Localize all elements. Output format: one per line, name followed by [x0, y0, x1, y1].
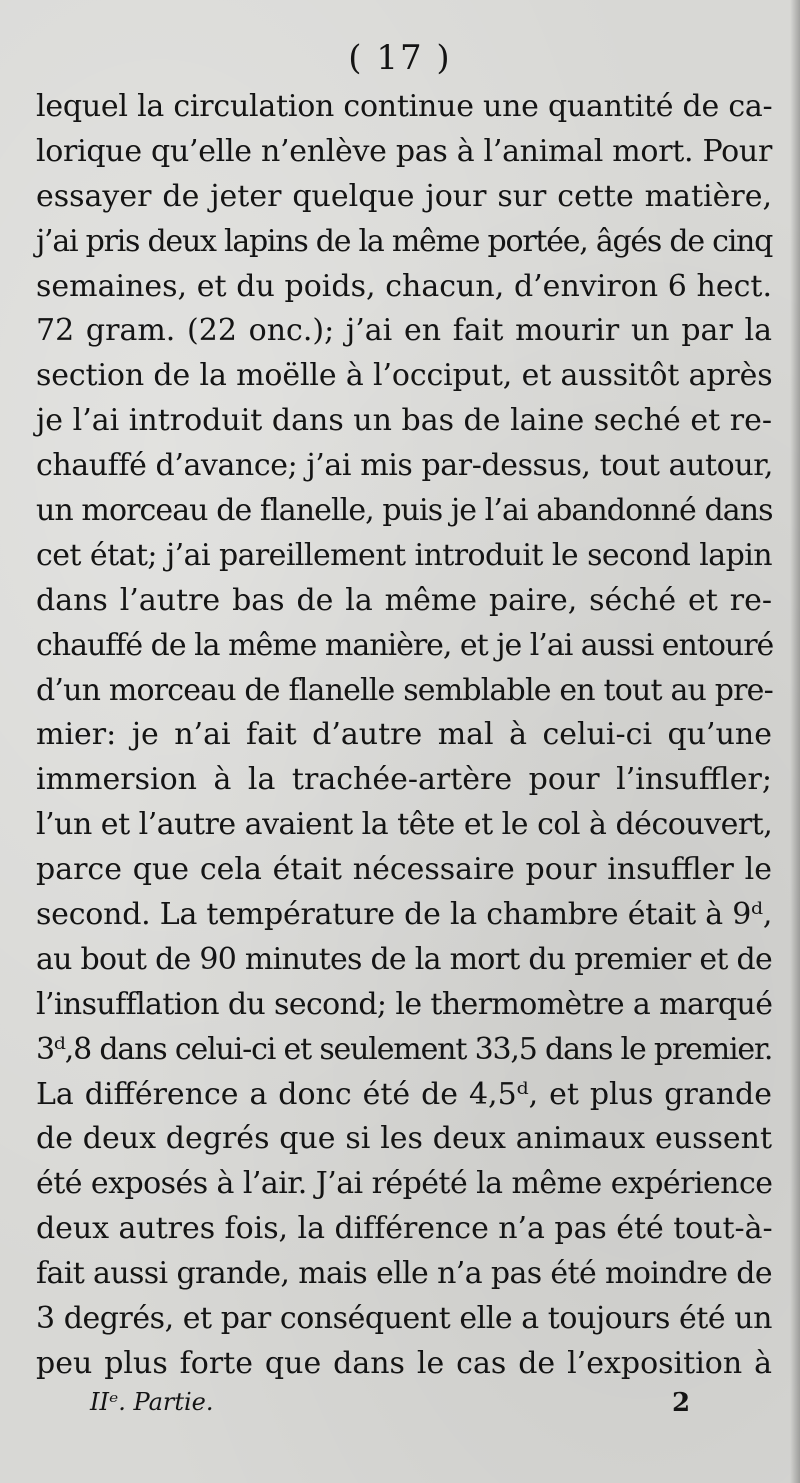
- text-line: semaines, et du poids, chacun, d’environ 6 hect.: [36, 268, 772, 304]
- text-line: second. La température de la chambre était à 9ᵈ,: [36, 897, 773, 933]
- text-line: d’un morceau de flanelle semblable en tout au pre-: [36, 672, 773, 708]
- text-line: été exposés à l’air. J’ai répété la même expérience: [36, 1166, 773, 1202]
- text-line: l’insufflation du second; le thermomètre a marqué: [36, 986, 773, 1022]
- signature-mark: 2: [672, 1388, 691, 1418]
- text-line: chauffé d’avance; j’ai mis par-dessus, tout autour,: [36, 448, 773, 484]
- text-line: La différence a donc été de 4,5ᵈ, et plus grande: [36, 1076, 772, 1112]
- text-line: au bout de 90 minutes de la mort du premier et de: [36, 941, 772, 977]
- text-line: 3ᵈ,8 dans celui-ci et seulement 33,5 dans le premier.: [36, 1031, 773, 1067]
- text-line: je l’ai introduit dans un bas de laine seché et re-: [36, 403, 772, 439]
- page-number: ( 17 ): [348, 38, 452, 78]
- part-label: IIᵉ. Partie.: [90, 1388, 214, 1416]
- text-line: de deux degrés que si les deux animaux eussent: [36, 1121, 772, 1157]
- body-text: [36, 85, 772, 1387]
- text-line: essayer de jeter quelque jour sur cette matière,: [36, 178, 772, 214]
- page-edge-shadow: [790, 0, 800, 1483]
- text-line: 3 degrés, et par conséquent elle a toujours été un: [36, 1301, 772, 1337]
- text-line: un morceau de flanelle, puis je l’ai abandonné dans: [36, 493, 773, 529]
- text-line: chauffé de la même manière, et je l’ai aussi entouré: [36, 627, 774, 663]
- text-line: immersion à la trachée-artère pour l’insuffler;: [36, 762, 772, 798]
- text-line: deux autres fois, la différence n’a pas été tout-à-: [36, 1211, 773, 1247]
- text-line: l’un et l’autre avaient la tête et le col à découvert,: [36, 807, 773, 843]
- text-line: dans l’autre bas de la même paire, séché et re-: [36, 582, 772, 618]
- text-line: j’ai pris deux lapins de la même portée, âgés de cinq: [36, 223, 773, 259]
- text-line: lorique qu’elle n’enlève pas à l’animal mort. Pour: [36, 133, 772, 169]
- text-line: lequel la circulation continue une quantité de ca-: [36, 89, 773, 124]
- text-line: parce que cela était nécessaire pour insuffler le: [36, 852, 772, 888]
- text-line: 72 gram. (22 onc.); j’ai en fait mourir un par la: [36, 313, 772, 349]
- text-line: fait aussi grande, mais elle n’a pas été moindre de: [36, 1256, 772, 1292]
- text-line: section de la moëlle à l’occiput, et aussitôt après: [36, 358, 773, 394]
- text-line: peu plus forte que dans le cas de l’exposition à: [36, 1345, 772, 1381]
- text-line: cet état; j’ai pareillement introduit le second lapin: [36, 537, 772, 573]
- text-line: mier: je n’ai fait d’autre mal à celui-ci qu’une: [36, 717, 772, 753]
